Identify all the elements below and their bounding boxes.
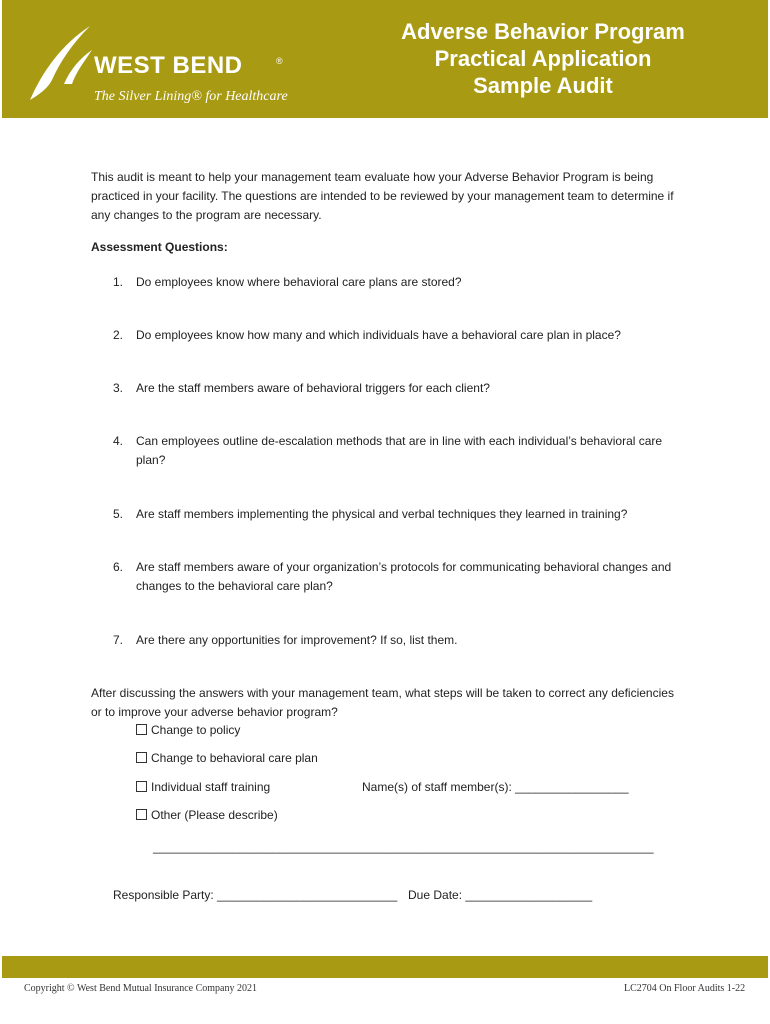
- question-text: Do employees know where behavioral care plans are stored?: [136, 275, 462, 289]
- checkbox[interactable]: [136, 724, 147, 735]
- form-code: LC2704 On Floor Audits 1-22: [624, 983, 746, 994]
- checkbox[interactable]: [136, 809, 147, 820]
- document-title: [382, 18, 704, 99]
- copyright-text: Copyright © West Bend Mutual Insurance Company 2021: [24, 983, 257, 994]
- question-text: Are there any opportunities for improvement? If so, list them.: [136, 633, 458, 647]
- question-number: 5.: [113, 507, 124, 521]
- west-bend-swoosh-icon: [22, 22, 102, 102]
- title-line: Adverse Behavior Program: [401, 19, 685, 44]
- checkbox[interactable]: [136, 752, 147, 763]
- footer-bar: [2, 956, 768, 978]
- option-label: Individual staff training: [151, 780, 271, 794]
- title-line: Practical Application: [434, 46, 652, 71]
- option-label: Change to behavioral care plan: [151, 751, 318, 765]
- question-number: 7.: [113, 633, 124, 647]
- option-other[interactable]: [136, 806, 278, 825]
- assessment-heading: Assessment Questions:: [91, 240, 228, 254]
- question-number: 3.: [113, 381, 124, 395]
- title-line: Sample Audit: [473, 73, 613, 98]
- option-label: Change to policy: [151, 723, 241, 737]
- follow-up-prompt: After discussing the answers with your management team, what steps will be taken to correct any deficiencies or to improve your adverse behavior program?: [91, 686, 674, 719]
- question-number: 1.: [113, 275, 124, 289]
- checkbox[interactable]: [136, 781, 147, 792]
- responsible-party-field[interactable]: Responsible Party: ___________________________: [113, 888, 398, 902]
- question-text: Are staff members aware of your organization’s protocols for communicating behavioral changes and changes to the behavioral care plan?: [136, 560, 672, 593]
- question-number: 6.: [113, 560, 124, 574]
- staff-names-field[interactable]: Name(s) of staff member(s): _________________: [362, 780, 629, 794]
- logo-tagline: The Silver Lining® for Healthcare: [94, 89, 288, 104]
- option-change-care-plan[interactable]: [136, 749, 318, 768]
- question-text: Are the staff members aware of behavioral triggers for each client?: [136, 381, 490, 395]
- intro-paragraph: This audit is meant to help your management team evaluate how your Adverse Behavior Program is being practiced in your facility. The questions are intended to be reviewed by your management team to determine if any changes to the program are necessary.: [91, 170, 674, 222]
- option-staff-training[interactable]: [136, 778, 270, 797]
- question-text: Do employees know how many and which individuals have a behavioral care plan in place?: [136, 328, 621, 342]
- question-number: 4.: [113, 434, 124, 448]
- question-text: Can employees outline de-escalation methods that are in line with each individual’s behavioral care plan?: [136, 434, 663, 467]
- option-change-policy[interactable]: [136, 721, 240, 740]
- question-number: 2.: [113, 328, 124, 342]
- document-body: [91, 168, 691, 902]
- describe-line[interactable]: ___________________________________________________________________________: [153, 840, 654, 854]
- header-banner: [2, 0, 768, 118]
- logo-registered-mark: ®: [276, 56, 283, 66]
- option-label: Other (Please describe): [151, 808, 278, 822]
- logo-wordmark: WEST BEND: [94, 52, 243, 79]
- due-date-field[interactable]: Due Date: ___________________: [408, 888, 593, 902]
- question-text: Are staff members implementing the physical and verbal techniques they learned in training?: [136, 507, 628, 521]
